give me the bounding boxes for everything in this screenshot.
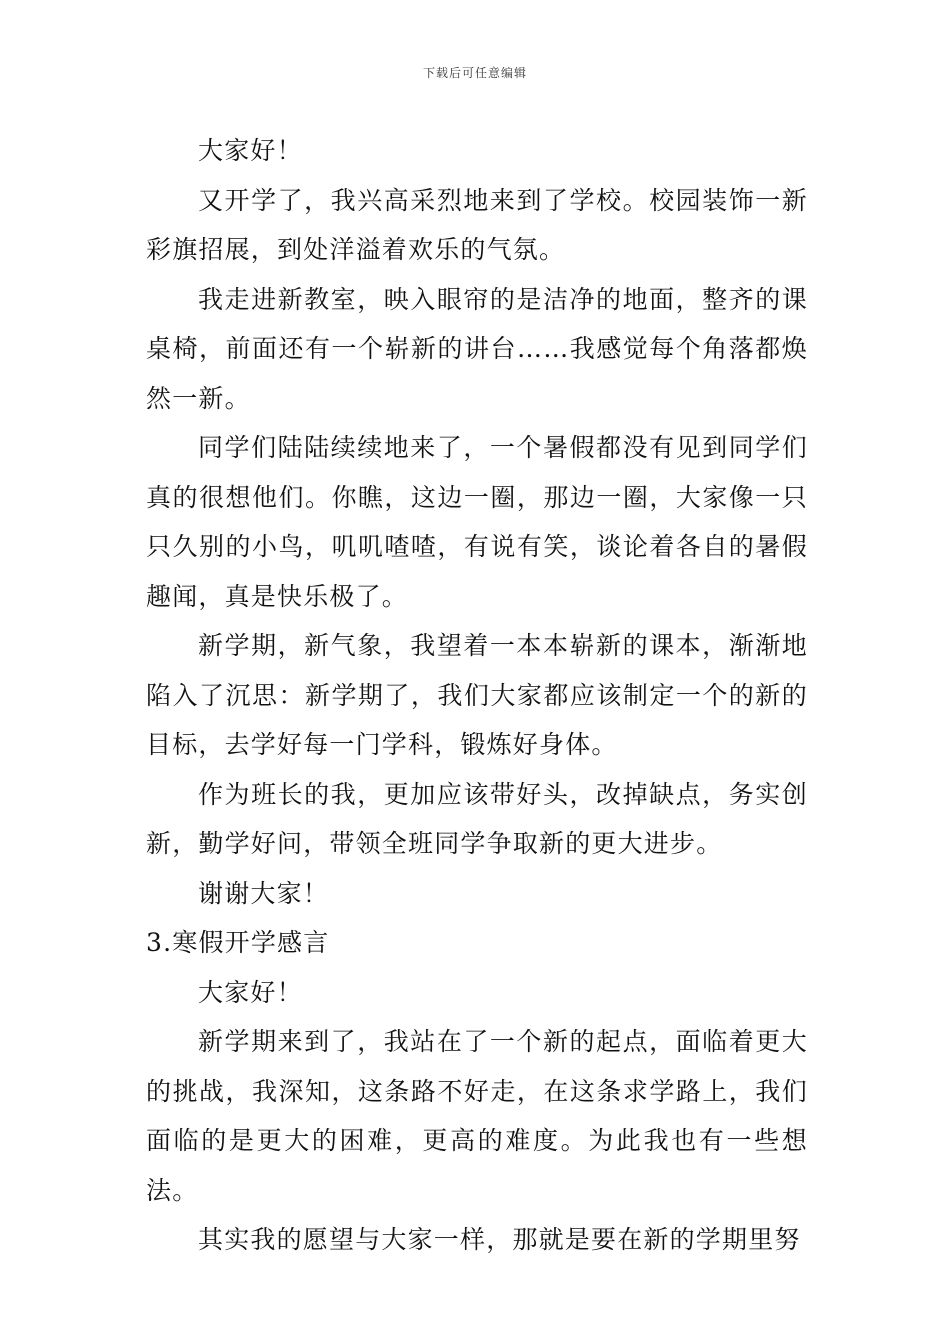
paragraph-classmates: 同学们陆陆续续地来了，一个暑假都没有见到同学们真的很想他们。你瞧，这边一圈，那边一圈，大家像一只只久别的小鸟，叽叽喳喳，有说有笑，谈论着各自的暑假趣闻，真是快乐极了。 [146,433,808,611]
page-header-note: 下载后可任意编辑 [422,66,527,80]
paragraph-new-classroom: 我走进新教室，映入眼帘的是洁净的地面，整齐的课桌椅，前面还有一个崭新的讲台……我感觉每个角落都焕然一新。 [146,284,808,413]
paragraph-thanks: 谢谢大家！ [198,878,330,908]
paragraph-school-arrival: 又开学了，我兴高采烈地来到了学校。校园装饰一新彩旗招展，到处洋溢着欢乐的气氛。 [146,185,808,264]
section-paragraph-wish: 其实我的愿望与大家一样，那就是要在新的学期里努 [198,1225,801,1254]
section-heading: 3.寒假开学感言 [146,928,330,957]
paragraph-new-semester: 新学期，新气象，我望着一本本崭新的课本，渐渐地陷入了沉思：新学期了，我们大家都应该制定一个的新的目标，去学好每一门学科，锻炼好身体。 [146,631,808,759]
paragraph-class-monitor: 作为班长的我，更加应该带好头，改掉缺点，务实创新，勤学好问，带领全班同学争取新的更大进步。 [146,779,808,858]
section-paragraph-greeting: 大家好！ [198,977,303,1007]
section-paragraph-new-start: 新学期来到了，我站在了一个新的起点，面临着更大的挑战，我深知，这条路不好走，在这条求学路上，我们面临的是更大的困难，更高的难度。为此我也有一些想法。 [146,1027,808,1205]
document-body [146,126,808,1265]
paragraph-greeting: 大家好！ [198,136,303,165]
